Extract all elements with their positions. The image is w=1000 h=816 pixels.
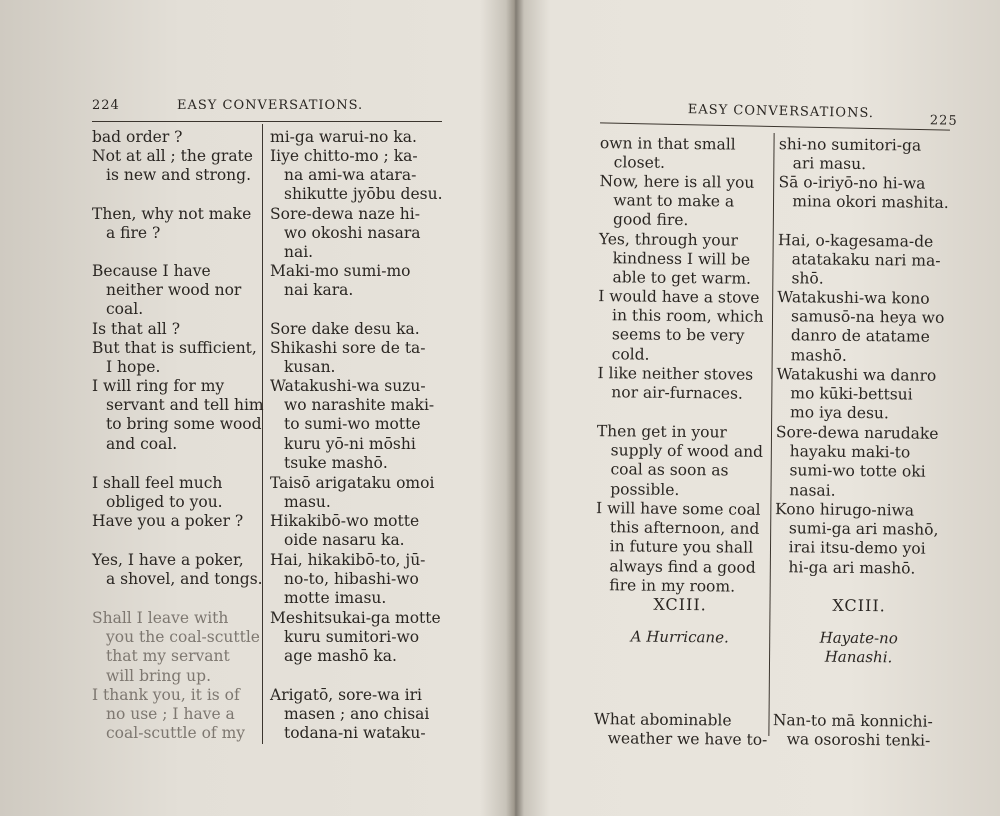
text-line: Maki-mo sumi-mo [270,262,411,280]
text-line: Hai, o-kagesama-de [777,231,934,251]
text-line: mo kūki-bettsui [790,384,913,404]
right-page [518,0,1000,816]
japanese-column [772,135,949,750]
text-entry [598,287,769,366]
text-line: nasai. [789,480,836,500]
text-line: Then get in your [596,422,727,442]
text-line: a shovel, and tongs. [106,570,263,589]
text-line: irai itsu-demo yoi [788,538,926,559]
text-line: coal. [106,300,144,319]
text-line: always find a good [609,556,756,577]
text-line: Have you a poker ? [92,512,244,530]
section-title: A Hurricane. [630,627,729,647]
text-line: mo iya desu. [790,403,890,423]
text-line: servant and tell him [106,396,264,415]
section-heading-english [595,594,766,648]
text-entry [774,500,945,579]
text-line: to sumi-wo motte [284,415,421,434]
text-line: weather we have to- [607,729,768,750]
text-entry [92,377,264,454]
text-line: Watakushi wa danro [776,365,937,385]
text-entry [92,686,258,744]
text-line: todana-ni wataku- [284,724,426,743]
section-title-line: Hayate-no [819,628,898,648]
text-line: samusō-na heya wo [791,307,945,328]
text-entry [599,172,770,231]
right-page-header [606,100,958,129]
text-line: this afternoon, and [609,518,760,539]
text-line: bad order ? [92,128,183,146]
text-entry [270,339,442,377]
text-line: oide nasaru ka. [284,531,405,550]
text-line: But that is sufficient, [92,339,257,357]
text-line: in future you shall [609,537,754,558]
text-line: mashō. [790,345,847,365]
text-line: danro de atatame [790,326,930,347]
text-line: good fire. [613,210,689,230]
text-entry [92,320,258,339]
running-head: EASY CONVERSATIONS. [687,102,875,122]
text-line: Sore-dewa naze hi- [270,205,420,223]
text-entry [92,609,258,686]
text-entry [777,231,948,290]
text-entry [598,230,769,289]
header-rule [92,121,442,122]
text-entry [92,262,258,320]
text-line: motte imasu. [284,589,387,608]
text-line: What abominable [593,710,732,730]
text-line: Watakushi-wa kono [777,288,930,308]
text-entry [92,551,263,589]
text-line: wo okoshi nasara [284,224,421,243]
header-rule [600,122,950,130]
text-line: tsuke mashō. [284,453,388,472]
text-line: kuru sumitori-wo [284,628,420,647]
text-line: kindness I will be [612,249,751,269]
text-line: I will ring for my [92,377,225,395]
text-line: Nan-to mā konnichi- [772,711,933,731]
text-line: mi-ga warui-no ka. [270,128,417,146]
text-line: Is that all ? [92,320,181,338]
text-entry [92,512,258,531]
text-line: seems to be very [611,325,745,346]
text-line: Yes, through your [598,230,739,250]
text-line: fire in my room. [609,576,736,596]
text-line: kuru yō-ni mōshi [284,434,416,453]
text-line: Iiye chitto-mo ; ka- [270,147,418,165]
text-line: closet. [613,153,666,172]
text-entry [270,551,442,609]
text-line: Hai, hikakibō-to, jū- [270,551,426,569]
text-entry [270,147,442,205]
text-entry [270,320,442,339]
text-line: masu. [284,493,331,512]
text-entry [270,205,442,263]
text-line: obliged to you. [106,493,223,512]
text-line: Hikakibō-wo motte [270,512,420,530]
text-line: Shikashi sore de ta- [270,339,426,357]
text-line: neither wood nor [106,281,242,300]
text-line: no-to, hibashi-wo [284,570,419,589]
text-line: is new and strong. [106,166,252,185]
text-entry [596,422,767,501]
text-entry [92,339,258,377]
text-line: nor air-furnaces. [611,383,743,403]
running-head: EASY CONVERSATIONS. [177,98,364,113]
text-line: Then, why not make [92,205,252,223]
text-entry [270,262,442,300]
text-entry [92,147,258,185]
text-line: shikutte jyōbu desu. [284,185,443,204]
text-entry [270,512,442,550]
text-line: Because I have [92,262,211,280]
page-number: 225 [929,113,958,129]
text-line: Taisō arigataku omoi [270,474,435,492]
text-entry [92,205,258,243]
text-line: Meshitsukai-ga motte [270,609,441,627]
text-entry [777,288,948,367]
text-line: you the coal-scuttle [106,628,260,647]
section-title-line: Hanashi. [824,647,893,667]
text-entry [600,134,770,174]
text-entry [270,686,442,744]
text-line: Sore dake desu ka. [270,320,420,338]
text-line: hi-ga ari mashō. [788,557,916,578]
text-line: Sā o-iriyō-no hi-wa [778,173,926,193]
section-title [773,628,943,668]
text-entry [779,135,949,175]
text-entry [773,711,943,751]
text-entry [776,365,947,424]
text-entry [270,377,442,473]
text-line: want to make a [613,191,735,211]
text-entry [778,173,948,213]
text-line: shi-no sumitori-ga [778,135,922,155]
text-line: Shall I leave with [92,609,229,627]
text-line: sumi-wo totte oki [789,461,926,482]
text-line: and coal. [106,434,178,453]
text-line: age mashō ka. [284,647,397,666]
text-entry [595,499,766,597]
text-line: nai. [284,243,314,262]
text-line: no use ; I have a [106,705,235,724]
text-entry [92,474,258,512]
text-entry [270,474,442,512]
text-line: wa osoroshi tenki- [786,730,931,750]
text-entry [597,364,767,404]
text-entry [270,128,442,147]
page-number: 224 [92,98,120,113]
section-number: XCIII. [832,595,886,616]
text-line: own in that small [599,134,736,154]
text-entry [92,128,258,147]
text-line: I would have a stove [598,287,760,307]
text-line: atatakaku nari ma- [791,250,941,271]
text-line: I shall feel much [92,474,223,492]
column-divider [262,124,263,744]
text-line: Yes, I have a poker, [92,551,244,569]
text-line: coal-scuttle of my [106,724,246,743]
text-line: sumi-ga ari mashō, [788,519,939,540]
text-line: hayaku maki-to [789,442,911,462]
text-line: I hope. [106,358,161,377]
text-line: Not at all ; the grate [92,147,253,165]
section-heading-japanese [773,595,944,668]
text-line: coal as soon as [610,460,729,480]
text-line: to bring some wood [106,415,262,434]
text-line: a fire ? [106,224,161,243]
text-line: Kono hirugo-niwa [774,500,915,520]
text-line: mina okori mashita. [792,192,949,213]
text-line: Arigatō, sore-wa iri [270,686,423,704]
text-line: supply of wood and [610,441,764,462]
section-number: XCIII. [653,594,707,615]
text-entry [593,710,768,750]
text-line: shō. [791,269,824,288]
text-line: wo narashite maki- [284,396,435,415]
text-line: ari masu. [792,154,867,174]
text-line: possible. [610,479,680,499]
text-line: cold. [611,344,650,364]
english-column [593,134,770,750]
text-line: I thank you, it is of [92,686,240,704]
text-line: kusan. [284,358,336,377]
text-line: Sore-dewa narudake [775,423,939,443]
text-line: na ami-wa atara- [284,166,417,185]
text-entry [775,423,946,502]
text-line: able to get warm. [612,268,752,289]
text-line: will bring up. [106,666,212,685]
text-line: that my servant [106,647,230,666]
text-line: Watakushi-wa suzu- [270,377,426,395]
text-line: in this room, which [612,306,764,327]
text-line: I like neither stoves [597,364,754,384]
text-entry [270,609,442,667]
text-line: nai kara. [284,281,354,300]
text-line: Now, here is all you [599,172,755,192]
text-line: masen ; ano chisai [284,705,430,724]
text-line: I will have some coal [595,499,761,519]
